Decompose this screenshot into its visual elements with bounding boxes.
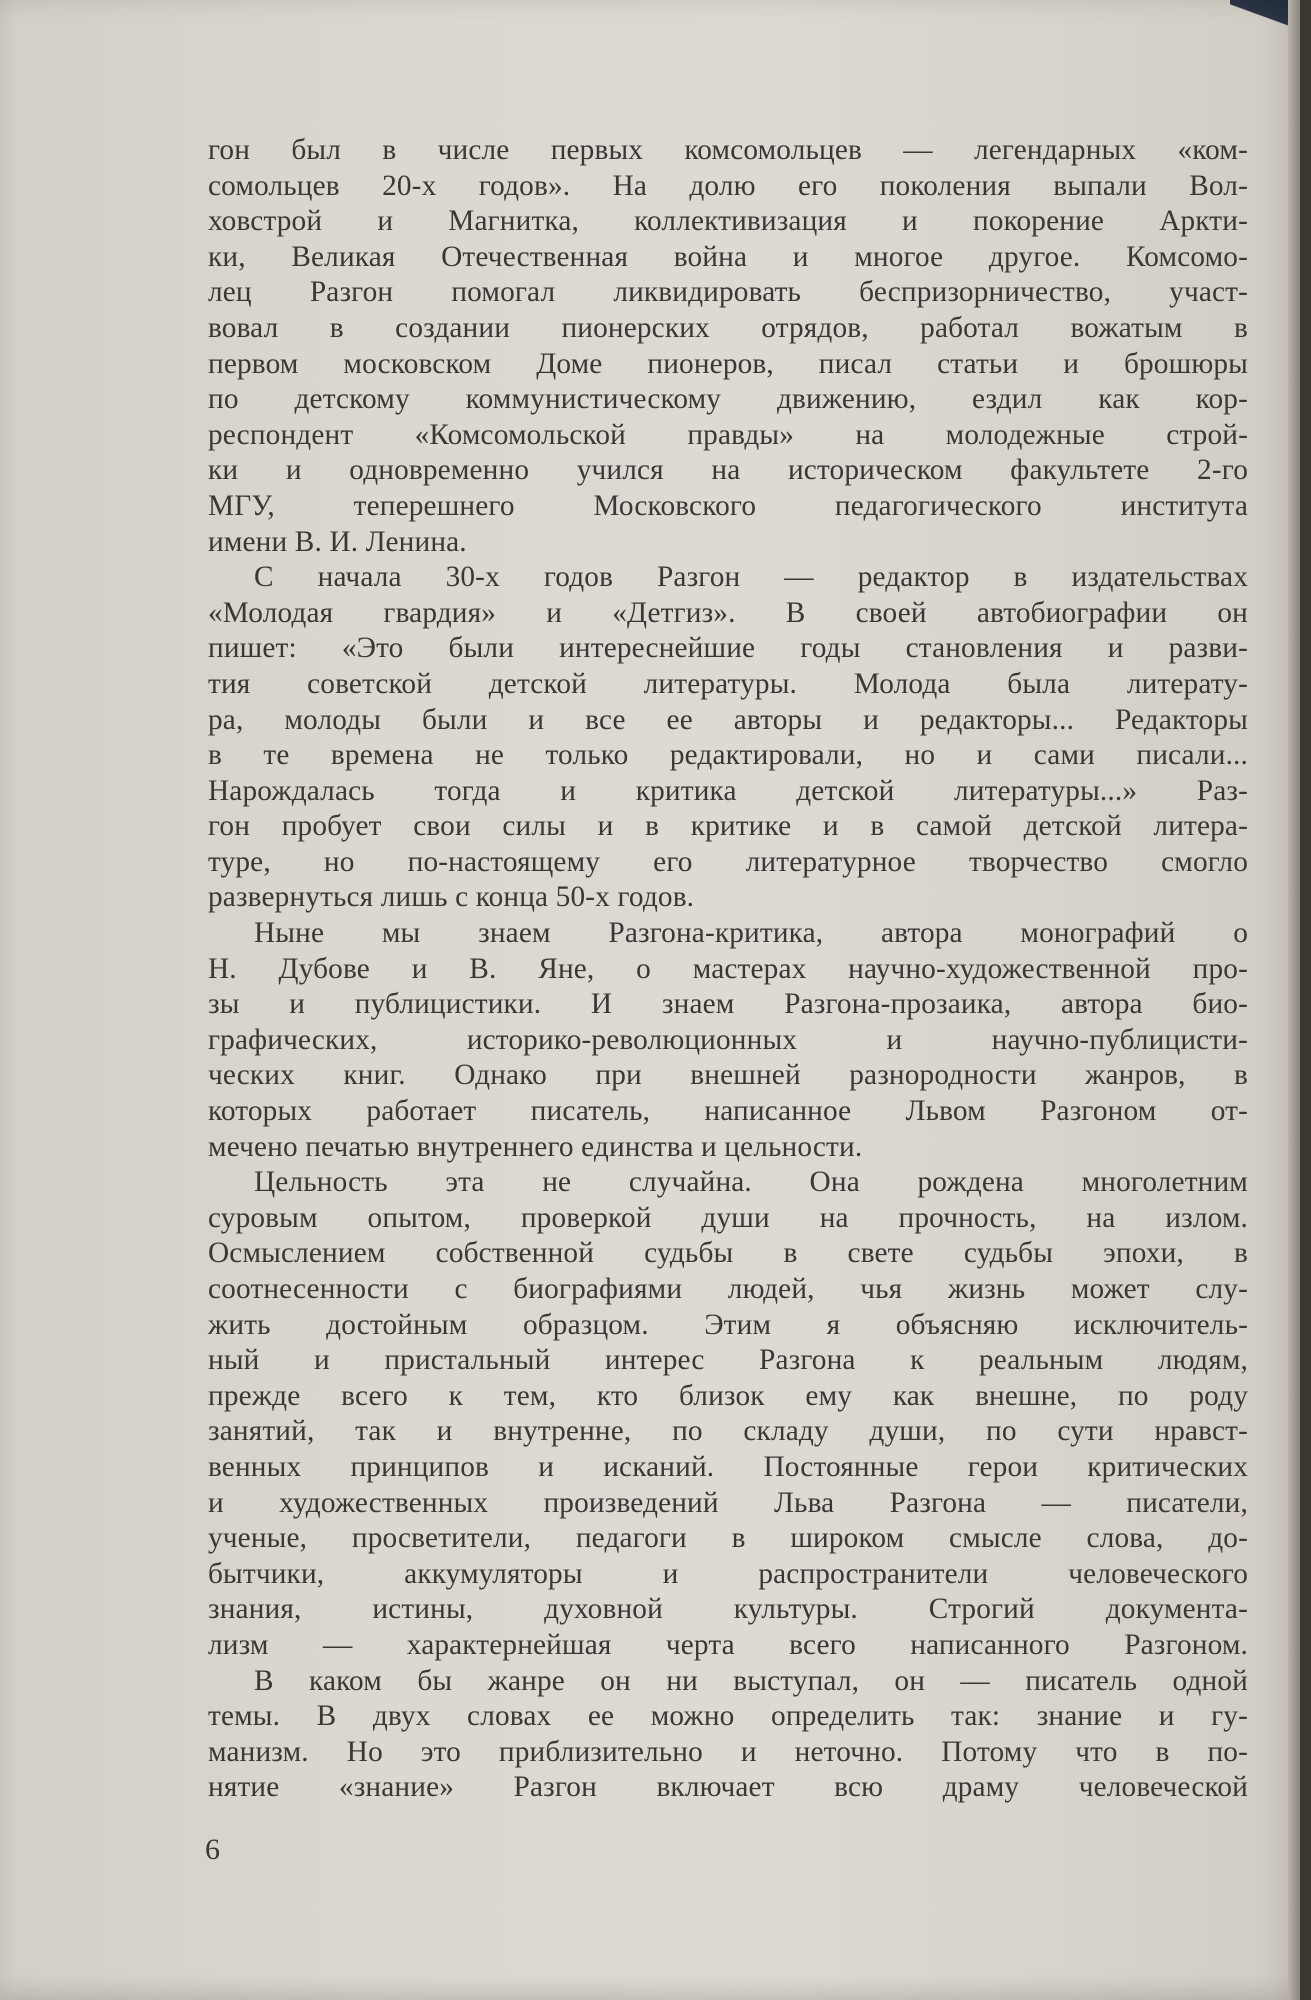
text-line: соотнесенности с биографиями людей, чья жизнь может слу- <box>208 1273 1248 1305</box>
text-line: ческих книг. Однако при внешней разнородности жанров, в <box>208 1059 1248 1092</box>
text-line: ра, молоды были и все ее авторы и редакторы... Редакторы <box>208 703 1248 736</box>
text-line: первом московском Доме пионеров, писал статьи и брошюры <box>208 347 1248 380</box>
text-line: суровым опытом, проверкой души на прочность, на излом. <box>208 1201 1248 1234</box>
text-line: МГУ, теперешнего Московского педагогического института <box>208 489 1248 522</box>
paragraph-3 <box>208 916 1248 1165</box>
text-line: С начала 30-х годов Разгон — редактор в издательствах <box>254 561 1248 594</box>
text-line: венных принципов и исканий. Постоянные герои критических <box>208 1450 1248 1483</box>
text-line: ученые, просветители, педагоги в широком смысле слова, до- <box>208 1522 1248 1555</box>
text-line: манизм. Но это приблизительно и неточно. Потому что в по- <box>208 1735 1248 1768</box>
text-line: респондент «Комсомольской правды» на молодежные строй- <box>208 418 1248 451</box>
text-line: лизм — характернейшая черта всего написанного Разгоном. <box>208 1628 1248 1661</box>
text-line: ки и одновременно учился на историческом факультете 2-го <box>208 454 1248 487</box>
text-line: гон был в числе первых комсомольцев — легендарных «ком- <box>208 134 1248 166</box>
text-line: лец Разгон помогал ликвидировать беспризорничество, участ- <box>208 276 1248 309</box>
text-line: вовал в создании пионерских отрядов, работал вожатым в <box>208 311 1248 344</box>
text-line: В каком бы жанре он ни выступал, он — писатель одной <box>254 1664 1248 1697</box>
text-line: знания, истины, духовной культуры. Строгий документа- <box>208 1593 1248 1626</box>
paragraph-1 <box>208 133 1248 560</box>
text-line: темы. В двух словах ее можно определить так: знание и гу- <box>208 1700 1248 1733</box>
page-edge <box>1288 0 1300 2000</box>
text-line: прежде всего к тем, кто близок ему как внешне, по роду <box>208 1379 1248 1412</box>
paragraph-5 <box>208 1664 1248 1806</box>
text-line: имени В. И. Ленина. <box>208 525 467 558</box>
text-line: Ныне мы знаем Разгона-критика, автора монографий о <box>254 917 1248 950</box>
body-text <box>208 133 1248 1806</box>
text-line: сомольцев 20-х годов». На долю его поколения выпали Вол- <box>208 169 1248 202</box>
text-line: тия советской детской литературы. Молода была литерату- <box>208 667 1248 700</box>
text-line: бытчики, аккумуляторы и распространители человеческого <box>208 1557 1248 1590</box>
text-line: графических, историко-революционных и научно-публицисти- <box>208 1023 1248 1056</box>
text-line: туре, но по-настоящему его литературное творчество смогло <box>208 845 1248 878</box>
text-line: гон пробует свои силы и в критике и в самой детской литера- <box>208 810 1248 843</box>
text-line: ный и пристальный интерес Разгона к реальным людям, <box>208 1344 1248 1377</box>
text-line: жить достойным образцом. Этим я объясняю исключитель- <box>208 1308 1248 1341</box>
text-line: ховстрой и Магнитка, коллективизация и покорение Аркти- <box>208 205 1248 238</box>
text-line: и художественных произведений Льва Разгона — писатели, <box>208 1486 1248 1519</box>
text-line: Цельность эта не случайна. Она рождена многолетним <box>254 1166 1248 1199</box>
text-line: мечено печатью внутреннего единства и цельности. <box>208 1130 863 1163</box>
text-line: по детскому коммунистическому движению, ездил как кор- <box>208 383 1248 416</box>
page-number: 6 <box>205 1833 220 1866</box>
text-line: Осмыслением собственной судьбы в свете судьбы эпохи, в <box>208 1237 1248 1270</box>
text-line: в те времена не только редактировали, но и сами писали... <box>208 739 1248 772</box>
text-line: ки, Великая Отечественная война и многое другое. Комсомо- <box>208 240 1248 273</box>
text-line: которых работает писатель, написанное Львом Разгоном от- <box>208 1095 1248 1128</box>
text-line: занятий, так и внутренне, по складу души, по сути нравст- <box>208 1415 1248 1448</box>
text-line: нятие «знание» Разгон включает всю драму человеческой <box>208 1771 1248 1804</box>
text-line: зы и публицистики. И знаем Разгона-прозаика, автора био- <box>208 988 1248 1021</box>
text-line: «Молодая гвардия» и «Детгиз». В своей автобиографии он <box>208 596 1248 629</box>
text-line: развернуться лишь с конца 50-х годов. <box>208 881 695 914</box>
text-line: Нарождалась тогда и критика детской литературы...» Раз- <box>208 774 1248 807</box>
text-line: пишет: «Это были интереснейшие годы становления и разви- <box>208 632 1248 665</box>
text-line: Н. Дубове и В. Яне, о мастерах научно-художественной про- <box>208 952 1248 985</box>
paragraph-4 <box>208 1165 1248 1663</box>
paragraph-2 <box>208 560 1248 916</box>
